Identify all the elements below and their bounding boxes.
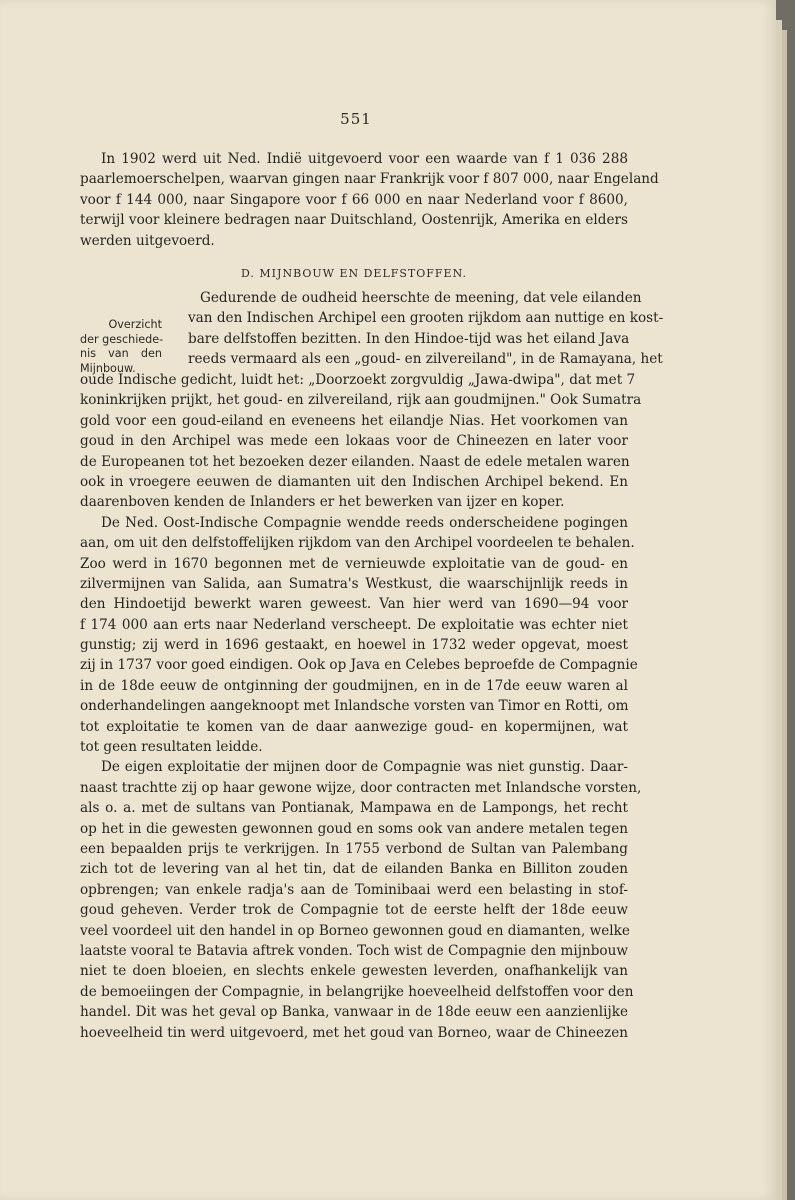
text-line: opbrengen; van enkele radja's aan de Tominibaai werd een belasting in stof- — [80, 881, 628, 898]
text-line: zilvermijnen van Salida, aan Sumatra's Westkust, die waarschijnlijk reeds in — [80, 575, 628, 592]
text-line: veel voordeel uit den handel in op Borneo gewonnen goud en diamanten, welke — [80, 922, 630, 939]
text-line: f 174 000 aan erts naar Nederland verscheept. De exploitatie was echter niet — [80, 616, 628, 633]
text-line: van den Indischen Archipel een grooten rijkdom aan nuttige en kost- — [188, 310, 664, 327]
text-line: De eigen exploitatie der mijnen door de Compagnie was niet gunstig. Daar- — [101, 759, 628, 776]
paragraph-pearl-shell-export — [80, 149, 659, 251]
text-line: In 1902 werd uit Ned. Indië uitgevoerd voor een waarde van f 1 036 288 — [101, 151, 628, 167]
page-edge-back — [782, 30, 787, 1200]
text-line: Zoo werd in 1670 begonnen met de vernieuwde exploitatie van de goud- en — [80, 555, 628, 572]
text-line: in de 18de eeuw de ontginning der goudmijnen, en in de 17de eeuw waren al — [80, 677, 628, 694]
margin-note-line: der geschiede- — [80, 332, 164, 346]
text-line: terwijl voor kleinere bedragen naar Duitschland, Oostenrijk, Amerika en elders — [80, 212, 628, 229]
text-line: naast trachtte zij op haar gewone wijze, door contracten met Inlandsche vorsten, — [80, 779, 642, 796]
text-line: ook in vroegere eeuwen de diamanten uit den Indischen Archipel bekend. En — [80, 473, 628, 490]
text-line: oude Indische gedicht, luidt het: „Doorzoekt zorgvuldig „Jawa-dwipa", dat met 7 — [80, 372, 636, 388]
text-line: tot geen resultaten leidde. — [80, 739, 263, 756]
text-line: Gedurende de oudheid heerschte de meening, dat vele eilanden — [200, 290, 642, 306]
text-line: hoeveelheid tin werd uitgevoerd, met het goud van Borneo, waar de Chineezen — [80, 1024, 628, 1041]
text-line: zich tot de levering van al het tin, dat de eilanden Banka en Billiton zouden — [80, 861, 628, 878]
text-line: bare delfstoffen bezitten. In den Hindoe-tijd was het eiland Java — [188, 330, 630, 347]
margin-note-line: Mijnbouw. — [80, 361, 136, 375]
margin-note-line: nis van den — [80, 347, 162, 361]
text-line: goud in den Archipel was mede een lokaas voor de Chineezen en later voor — [80, 433, 628, 450]
text-line: gold voor een goud-eiland en eveneens het eilandje Nias. Het voorkomen van — [80, 412, 628, 429]
text-line: op het in die gewesten gewonnen goud en soms ook van andere metalen tegen — [80, 820, 628, 837]
text-line: tot exploitatie te komen van de daar aanwezige goud- en kopermijnen, wat — [80, 718, 628, 735]
text-line: een bepaalden prijs te verkrijgen. In 1755 verbond de Sultan van Palembang — [80, 840, 628, 857]
paragraph-history — [80, 370, 642, 1043]
text-line: reeds vermaard als een „goud- en zilvereiland", in de Ramayana, het — [188, 351, 663, 368]
text-line: de Europeanen tot het bezoeken dezer eilanden. Naast de edele metalen waren — [80, 453, 630, 470]
text-line: handel. Dit was het geval op Banka, vanwaar in de 18de eeuw een aanzienlijke — [80, 1004, 628, 1021]
text-line: paarlemoerschelpen, waarvan gingen naar Frankrijk voor f 807 000, naar Engeland — [80, 171, 659, 188]
margin-note — [80, 318, 162, 376]
text-line: als o. a. met de sultans van Pontianak, Mampawa en de Lampongs, het recht — [80, 800, 628, 817]
text-line: goud geheven. Verder trok de Compagnie tot de eerste helft der 18de eeuw — [80, 902, 628, 919]
text-line: voor f 144 000, naar Singapore voor f 66 000 en naar Nederland voor f 8600, — [80, 191, 628, 208]
text-line: niet te doen bloeien, en slechts enkele gewesten leverden, onafhankelijk van — [80, 963, 628, 980]
text-line: laatste vooral te Batavia aftrek vonden. Toch wist de Compagnie den mijnbouw — [80, 942, 628, 959]
section-heading: D. MIJNBOUW EN DELFSTOFFEN. — [241, 267, 467, 280]
text-line: onderhandelingen aangeknoopt met Inlandsche vorsten van Timor en Rotti, om — [80, 698, 629, 715]
text-line: zij in 1737 voor goed eindigen. Ook op Java en Celebes beproefde de Compagnie — [80, 657, 638, 674]
page-number: 551 — [340, 110, 372, 128]
text-line: de bemoeiingen der Compagnie, in belangrijke hoeveelheid delfstoffen voor den — [80, 983, 634, 1000]
text-line: koninkrijken prijkt, het goud- en zilvereiland, rijk aan goudmijnen." Ook Sumatra — [80, 392, 642, 409]
text-line: werden uitgevoerd. — [80, 232, 215, 249]
text-line: gunstig; zij werd in 1696 gestaakt, en hoewel in 1732 weder opgevat, moest — [80, 637, 628, 654]
text-line: aan, om uit den delfstoffelijken rijkdom van den Archipel voordeelen te behalen. — [80, 535, 635, 552]
text-line: den Hindoetijd bewerkt waren geweest. Van hier werd van 1690—94 voor — [80, 596, 628, 613]
text-line: De Ned. Oost-Indische Compagnie wendde reeds onderscheidene pogingen — [101, 514, 628, 531]
text-line: daarenboven kenden de Inlanders er het bewerken van ijzer en koper. — [80, 494, 565, 511]
margin-note-line: Overzicht — [108, 318, 162, 331]
paragraph-history-side — [188, 288, 664, 370]
